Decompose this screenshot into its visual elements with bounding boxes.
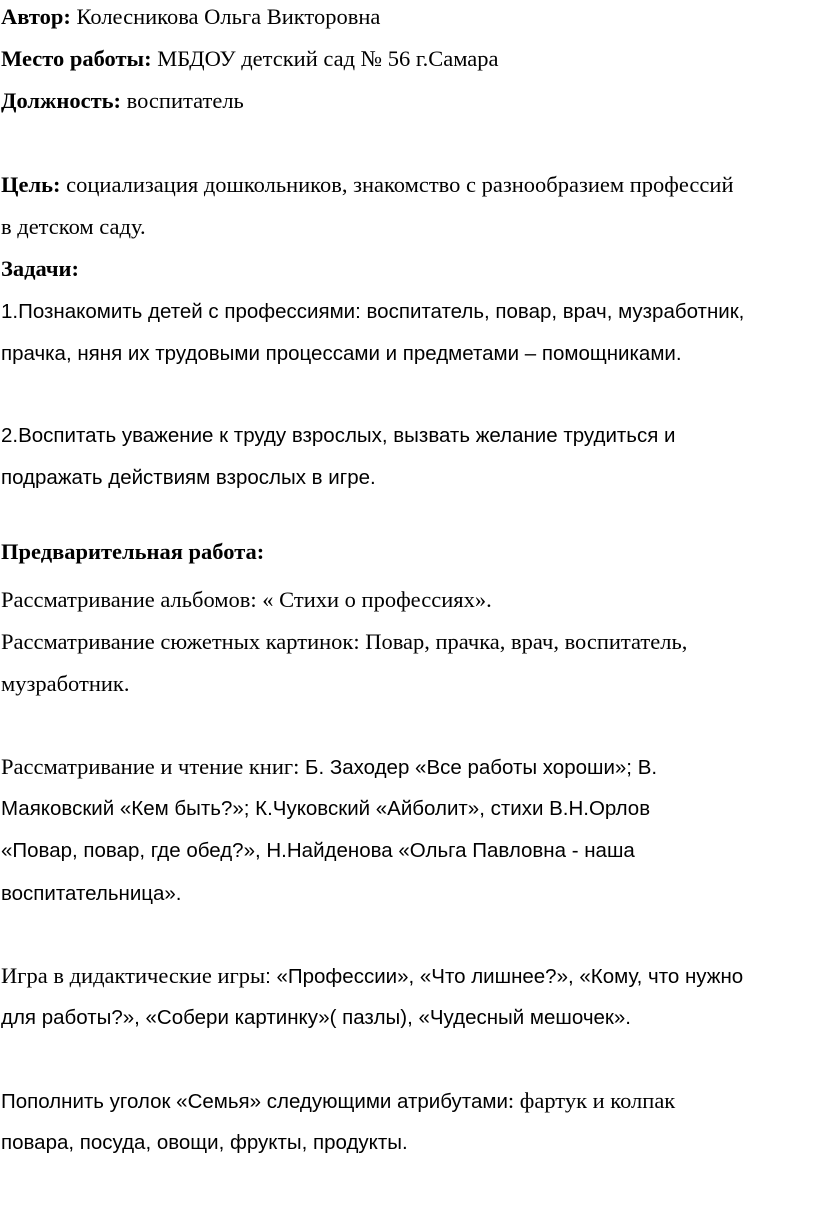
goal-text-2: в детском саду. bbox=[1, 214, 146, 239]
goal-label: Цель: bbox=[1, 172, 61, 197]
position-value: воспитатель bbox=[121, 88, 244, 113]
workplace-label: Место работы: bbox=[1, 46, 152, 71]
task-2-line-1: 2.Воспитать уважение к труду взрослых, вызвать желание трудиться и bbox=[1, 424, 676, 447]
task-1-line-1: 1.Познакомить детей с профессиями: воспитатель, повар, врач, музработник, bbox=[1, 300, 745, 323]
position-line bbox=[1, 86, 244, 116]
goal-text-1: социализация дошкольников, знакомство с разнообразием профессий bbox=[60, 172, 734, 197]
prework-books-line-4: воспитательница». bbox=[1, 882, 182, 905]
author-label: Автор: bbox=[1, 4, 71, 29]
tasks-heading: Задачи: bbox=[1, 256, 80, 281]
prework-heading: Предварительная работа: bbox=[1, 539, 265, 564]
prework-pictures-line-1: Рассматривание сюжетных картинок: Повар, прачка, врач, воспитатель, bbox=[1, 629, 688, 654]
goal-line-1 bbox=[1, 170, 733, 200]
prework-books-line-2: Маяковский «Кем быть?»; К.Чуковский «Айболит», стихи В.Н.Орлов bbox=[1, 797, 651, 820]
prework-corner-line-1 bbox=[1, 1086, 675, 1117]
prework-albums: Рассматривание альбомов: « Стихи о профессиях». bbox=[1, 587, 492, 612]
corner-attributes-1: : фартук и колпак bbox=[507, 1088, 676, 1113]
task-1-line-2: прачка, няня их трудовыми процессами и предметами – помощниками. bbox=[1, 342, 682, 365]
prework-games-line-1 bbox=[1, 961, 743, 992]
position-label: Должность: bbox=[1, 88, 122, 113]
workplace-value: МБДОУ детский сад № 56 г.Самара bbox=[151, 46, 499, 71]
prework-books-line-1 bbox=[1, 752, 657, 783]
author-value: Колесникова Ольга Викторовна bbox=[70, 4, 381, 29]
prework-pictures-line-2: музработник. bbox=[1, 671, 130, 696]
games-list-1: : «Профессии», «Что лишнее?», «Кому, что нужно bbox=[265, 965, 744, 988]
workplace-line bbox=[1, 44, 499, 74]
prework-books-line-3: «Повар, повар, где обед?», Н.Найденова «Ольга Павловна - наша bbox=[1, 839, 635, 862]
games-intro: Игра в дидактические игры bbox=[1, 963, 266, 988]
prework-corner-line-2: повара, посуда, овощи, фрукты, продукты. bbox=[1, 1131, 408, 1154]
prework-games-line-2: для работы?», «Собери картинку»( пазлы), «Чудесный мешочек». bbox=[1, 1006, 631, 1029]
books-intro: Рассматривание и чтение книг: bbox=[1, 754, 305, 779]
task-2-line-2: подражать действиям взрослых в игре. bbox=[1, 466, 376, 489]
books-list-1: Б. Заходер «Все работы хороши»; В. bbox=[304, 756, 658, 779]
corner-intro: Пополнить уголок «Семья» следующими атрибутами bbox=[1, 1090, 508, 1113]
author-line bbox=[1, 2, 380, 32]
goal-line-2 bbox=[1, 212, 146, 242]
